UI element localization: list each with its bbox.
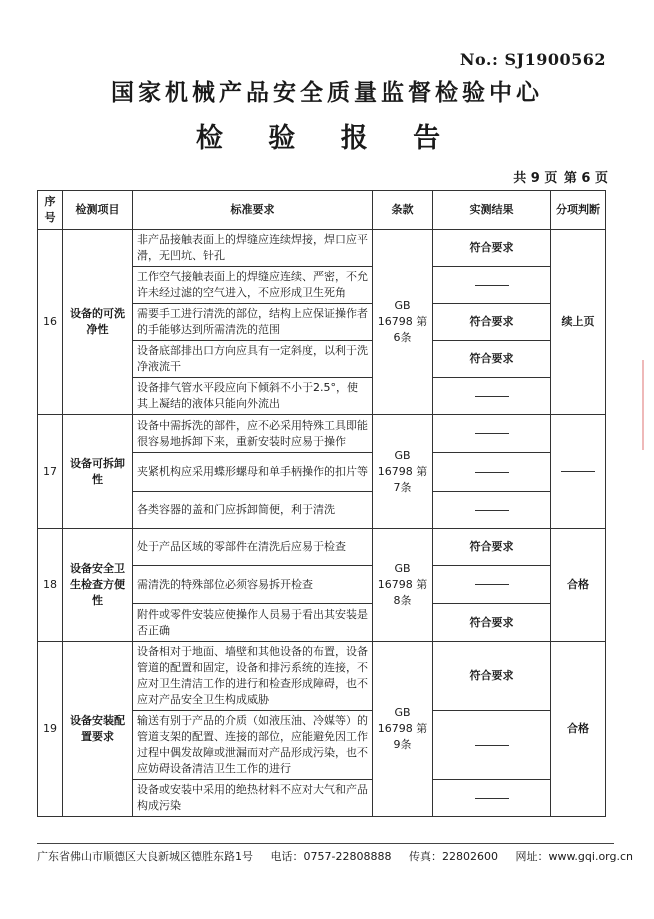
measured-result: 符合要求 xyxy=(433,304,551,341)
measured-result xyxy=(433,566,551,604)
measured-result xyxy=(433,492,551,529)
requirement-text: 设备或安装中采用的绝热材料不应对大气和产品构成污染 xyxy=(133,780,373,817)
table-row xyxy=(38,415,606,453)
measured-result xyxy=(433,267,551,304)
test-item: 设备可拆卸性 xyxy=(63,415,133,529)
measured-result xyxy=(433,378,551,415)
document-number: No.: SJ1900562 xyxy=(459,50,606,69)
report-title: 检 验 报 告 xyxy=(195,123,459,154)
measured-result: 符合要求 xyxy=(433,604,551,642)
row-number: 16 xyxy=(38,230,63,415)
table-row xyxy=(38,529,606,566)
row-number: 18 xyxy=(38,529,63,642)
requirement-text: 工作空气接触表面上的焊缝应连续、严密，不允许未经过滤的空气进入，不应形成卫生死角 xyxy=(133,267,373,304)
verdict: 续上页 xyxy=(551,230,606,415)
clause: GB 16798 第8条 xyxy=(373,529,433,642)
clause: GB 16798 第9条 xyxy=(373,642,433,817)
requirement-text: 夹紧机构应采用蝶形螺母和单手柄操作的扣片等 xyxy=(133,453,373,492)
measured-result xyxy=(433,711,551,780)
requirement-text: 设备底部排出口方向应具有一定斜度，以利于洗净液流干 xyxy=(133,341,373,378)
requirement-text: 附件或零件安装应使操作人员易于看出其安装是否正确 xyxy=(133,604,373,642)
total-pages: 共 9 页 xyxy=(513,171,558,186)
requirement-text: 设备排气管水平段应向下倾斜不小于2.5°，使其上凝结的液体只能向外流出 xyxy=(133,378,373,415)
header-no: 序号 xyxy=(38,191,63,230)
footer xyxy=(37,843,634,864)
verdict: 合格 xyxy=(551,642,606,817)
footer-address: 广东省佛山市顺德区大良新城区德胜东路1号 xyxy=(37,850,253,863)
header-result: 实测结果 xyxy=(433,191,551,230)
row-number: 17 xyxy=(38,415,63,529)
dash-mark xyxy=(475,472,509,473)
requirement-text: 各类容器的盖和门应拆卸简便，利于清洗 xyxy=(133,492,373,529)
requirement-text: 非产品接触表面上的焊缝应连续焊接，焊口应平滑，无凹坑、针孔 xyxy=(133,230,373,267)
dash-mark xyxy=(475,510,509,511)
dash-mark xyxy=(561,471,595,472)
measured-result xyxy=(433,780,551,817)
requirement-text: 需要手工进行清洗的部位，结构上应保证操作者的手能够达到所需清洗的范围 xyxy=(133,304,373,341)
dash-mark xyxy=(475,433,509,434)
clause: GB 16798 第6条 xyxy=(373,230,433,415)
requirement-text: 设备相对于地面、墙壁和其他设备的布置，设备管道的配置和固定，设备和排污系统的连接，不应对卫生清洁工作的进行和检查形成障碍，也不应对产品安全卫生构成威胁 xyxy=(133,642,373,711)
dash-mark xyxy=(475,798,509,799)
requirement-text: 处于产品区域的零部件在清洗后应易于检查 xyxy=(133,529,373,566)
inspection-table xyxy=(37,190,606,817)
page-info xyxy=(511,167,608,186)
dash-mark xyxy=(475,285,509,286)
measured-result: 符合要求 xyxy=(433,341,551,378)
requirement-text: 设备中需拆洗的部件，应不必采用特殊工具即能很容易地拆卸下来，重新安装时应易于操作 xyxy=(133,415,373,453)
measured-result: 符合要求 xyxy=(433,642,551,711)
header-item: 检测项目 xyxy=(63,191,133,230)
clause: GB 16798 第7条 xyxy=(373,415,433,529)
test-item: 设备安装配置要求 xyxy=(63,642,133,817)
seal-mark xyxy=(642,360,650,450)
dash-mark xyxy=(475,396,509,397)
row-number: 19 xyxy=(38,642,63,817)
table-body xyxy=(38,230,606,817)
verdict xyxy=(551,415,606,529)
measured-result: 符合要求 xyxy=(433,230,551,267)
test-item: 设备安全卫生检查方便性 xyxy=(63,529,133,642)
dash-mark xyxy=(475,584,509,585)
header-verdict: 分项判断 xyxy=(551,191,606,230)
requirement-text: 需清洗的特殊部位必须容易拆开检查 xyxy=(133,566,373,604)
table-row xyxy=(38,642,606,711)
header-clause: 条款 xyxy=(373,191,433,230)
measured-result xyxy=(433,453,551,492)
test-item: 设备的可洗净性 xyxy=(63,230,133,415)
footer-website: 网址：www.gqi.org.cn xyxy=(515,850,634,863)
organization-title: 国家机械产品安全质量监督检验中心 xyxy=(111,79,543,106)
footer-fax: 传真：22802600 xyxy=(408,850,498,863)
table-row xyxy=(38,230,606,267)
measured-result xyxy=(433,415,551,453)
table-header-row xyxy=(38,191,606,230)
header-requirement: 标准要求 xyxy=(133,191,373,230)
footer-phone: 电话：0757-22808888 xyxy=(270,850,392,863)
dash-mark xyxy=(475,745,509,746)
requirement-text: 输送有别于产品的介质（如液压油、冷媒等）的管道支架的配置、连接的部位，应能避免因工作过程中偶发故障或泄漏而对产品形成污染，也不应妨碍设备清洁卫生工作的进行 xyxy=(133,711,373,780)
verdict: 合格 xyxy=(551,529,606,642)
measured-result: 符合要求 xyxy=(433,529,551,566)
current-page: 第 6 页 xyxy=(563,171,608,186)
